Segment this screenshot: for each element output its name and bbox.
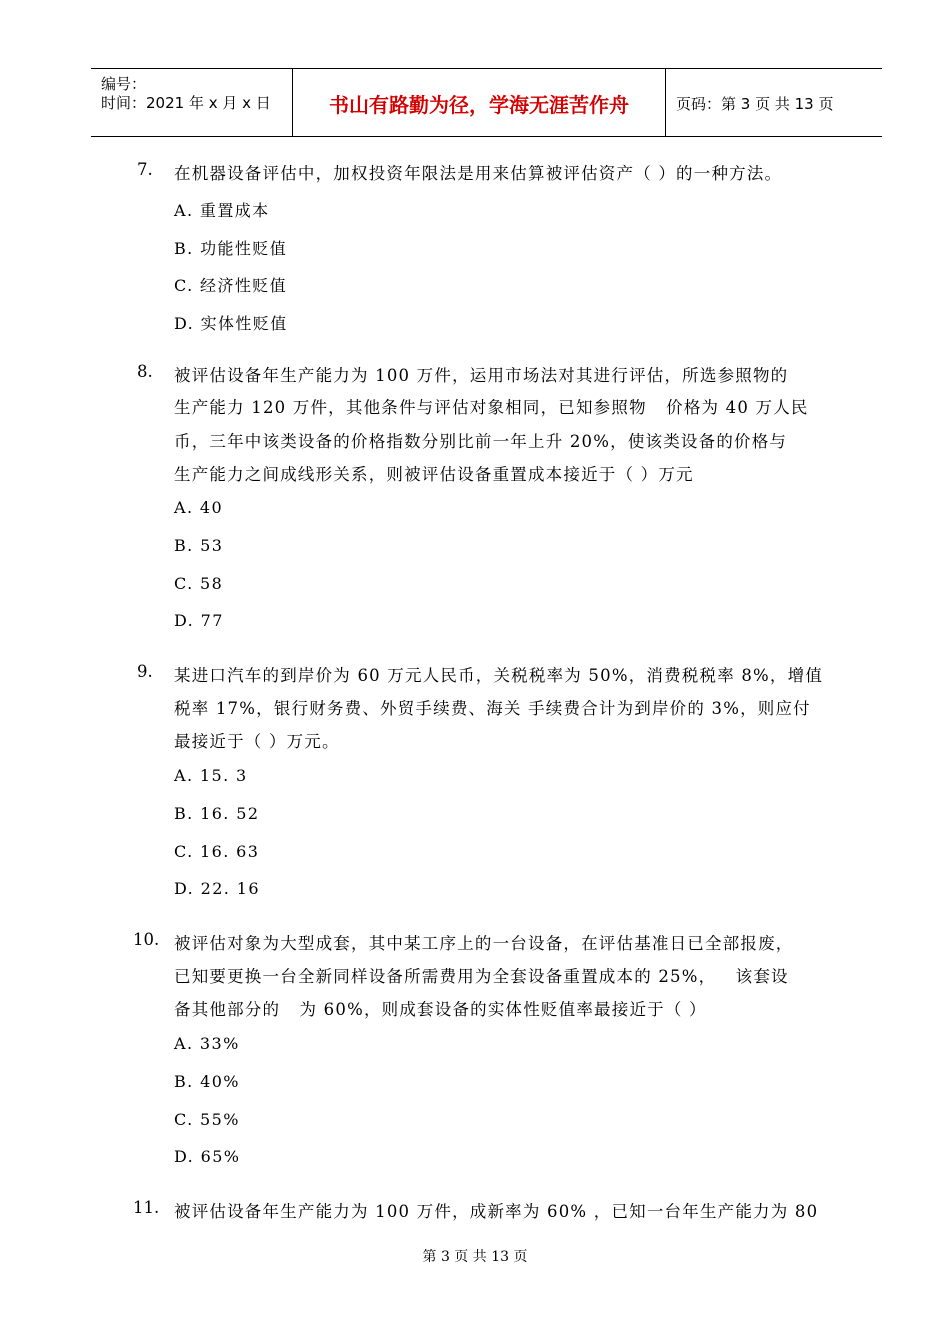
question-10-option-d: D. 65%: [174, 1147, 241, 1166]
question-10-option-a: A. 33%: [174, 1034, 240, 1053]
question-9-line-3: 最接近于（ ）万元。: [174, 732, 340, 751]
question-8-line-2: 生产能力 120 万件，其他条件与评估对象相同，已知参照物 价格为 40 万人民: [174, 398, 809, 417]
question-11-line-1: 被评估设备年生产能力为 100 万件，成新率为 60% ，已知一台年生产能力为 80: [174, 1202, 819, 1221]
header-page-cell: [666, 69, 882, 136]
question-7-number: 7.: [137, 160, 153, 179]
page-number-label: 页码：第 3 页 共 13 页: [676, 95, 834, 113]
question-9-option-d: D. 22. 16: [174, 879, 260, 898]
question-8-option-d: D. 77: [174, 611, 224, 630]
question-7-option-d: D. 实体性贬值: [174, 314, 288, 333]
page-footer: 第 3 页 共 13 页: [422, 1249, 528, 1265]
question-11-number: 11.: [133, 1198, 160, 1217]
question-10-number: 10.: [133, 930, 160, 949]
question-9-option-a: A. 15. 3: [174, 766, 248, 785]
question-9-option-b: B. 16. 52: [174, 804, 260, 823]
question-10-option-c: C. 55%: [174, 1110, 240, 1129]
question-8-option-c: C. 58: [174, 574, 224, 593]
question-8-option-a: A. 40: [174, 498, 224, 517]
question-9-line-1: 某进口汽车的到岸价为 60 万元人民币，关税税率为 50%，消费税税率 8%，增值: [174, 666, 824, 685]
motto: 书山有路勤为径，学海无涯苦作舟: [329, 93, 629, 117]
question-8-option-b: B. 53: [174, 536, 224, 555]
question-7-option-b: B. 功能性贬值: [174, 239, 288, 258]
question-8-line-3: 币，三年中该类设备的价格指数分别比前一年上升 20%，使该类设备的价格与: [174, 432, 788, 451]
header-motto-cell: [293, 69, 666, 136]
question-9-line-2: 税率 17%，银行财务费、外贸手续费、海关 手续费合计为到岸价的 3%，则应付: [174, 699, 811, 718]
question-10-option-b: B. 40%: [174, 1072, 240, 1091]
question-8-number: 8.: [137, 362, 153, 381]
question-10-line-3: 备其他部分的 为 60%，则成套设备的实体性贬值率最接近于（ ）: [174, 1000, 707, 1019]
question-7-text: 在机器设备评估中，加权投资年限法是用来估算被评估资产（ ）的一种方法。: [174, 164, 783, 183]
question-10-line-2: 已知要更换一台全新同样设备所需费用为全套设备重置成本的 25%， 该套设: [174, 967, 789, 986]
time-label: 时间：2021 年 x 月 x 日: [101, 94, 271, 112]
question-9-option-c: C. 16. 63: [174, 842, 260, 861]
question-9-number: 9.: [137, 662, 153, 681]
serial-label: 编号：: [101, 75, 147, 93]
question-8-line-4: 生产能力之间成线形关系，则被评估设备重置成本接近于（ ）万元: [174, 465, 694, 484]
question-7-option-c: C. 经济性贬值: [174, 276, 288, 295]
question-8-line-1: 被评估设备年生产能力为 100 万件，运用市场法对其进行评估，所选参照物的: [174, 366, 789, 385]
question-10-line-1: 被评估对象为大型成套，其中某工序上的一台设备，在评估基准日已全部报废，: [174, 934, 794, 953]
header-info-cell: [91, 69, 293, 136]
question-7-option-a: A. 重置成本: [174, 201, 270, 220]
page-header: [91, 68, 882, 137]
